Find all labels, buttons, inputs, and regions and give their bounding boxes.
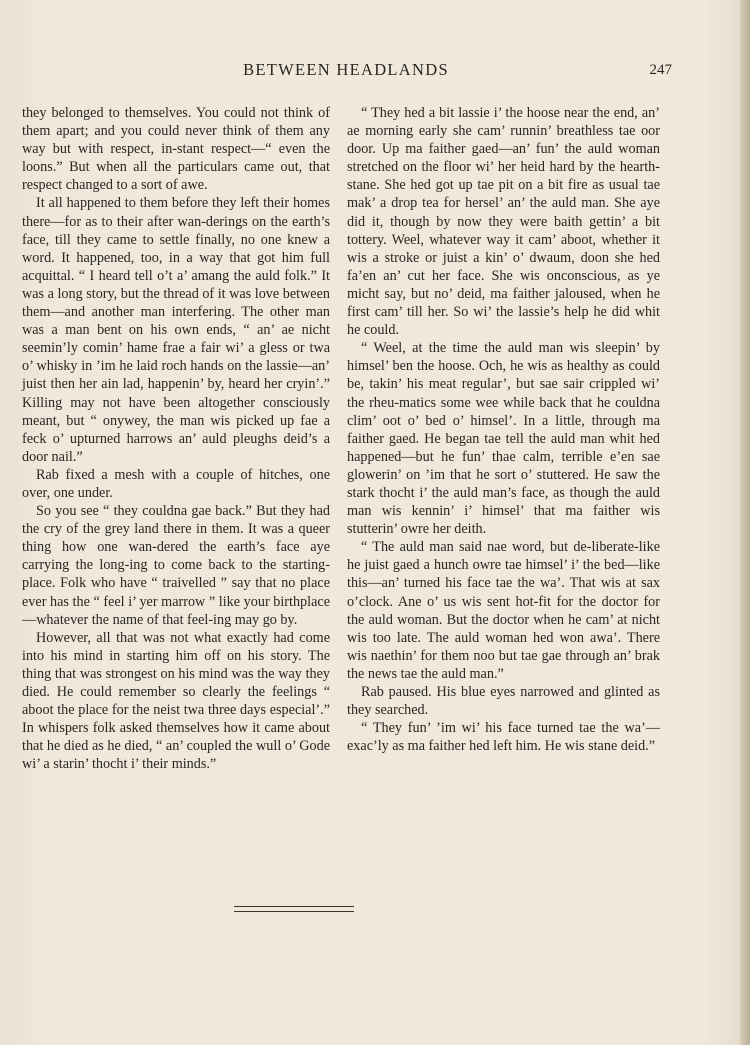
paragraph: “ Weel, at the time the auld man wis sleepin’ by himsel’ ben the hoose. Och, he wis as healthy as could be, takin’ his meat regular’, but sae sair crippled wi’ the rheu-matics some wee while back that he couldna clim’ oot o’ bed o’ himsel’. In a little, through ma faither gaed. He began tae tell the auld man whit hed happened—but he fun’ thae calm, terrible e’en sae glowerin’ on ’im that he sort o’ stuttered. He saw the stark thocht i’ the auld man’s face, as though the auld man wis kennin’ i’ himsel’ that ma faither wis stutterin’ owre her deith. — [347, 340, 660, 538]
end-rule — [234, 906, 354, 912]
paragraph: So you see “ they couldna gae back.” But they had the cry of the grey land there in them. It was a queer thing how one wan-dered the earth’s face aye carrying the long-ing to come back to the starting-place. Folk who have “ traivelled ” say that no place ever has the “ feel i’ yer marrow ” like your birthplace—whatever the name of that feel-ing may go by. — [22, 503, 330, 628]
running-head: BETWEEN HEADLANDS — [243, 60, 449, 79]
page-header — [20, 60, 672, 84]
rule-line — [234, 911, 354, 912]
paragraph: Rab fixed a mesh with a couple of hitches, one over, one under. — [22, 466, 330, 501]
rule-line — [234, 906, 354, 907]
page-number: 247 — [649, 62, 672, 78]
paragraph: they belonged to themselves. You could not think of them apart; and you could never think of them any way but with respect, in-stant respect—“ even the loons.” But when all the particulars came out, that respect changed to a sort of awe. — [22, 105, 330, 194]
paragraph: “ The auld man said nae word, but de-liberate-like he juist gaed a hunch owre tae himsel’ i’ the bed—like this—an’ turned his face tae the wa’. That wis at sax o’clock. Ane o’ us wis sent hot-fit for the doctor for the auld woman. But the doctor when he cam’ at nicht wis too late. The auld woman hed won awa’. There wis naethin’ for them noo but tae gae through an’ brak the news tae the auld man.” — [347, 539, 660, 682]
paragraph: “ They fun’ ’im wi’ his face turned tae the wa’—exac’ly as ma faither hed left him. He wis stane deid.” — [347, 720, 660, 755]
left-column — [22, 104, 330, 773]
page-edge — [740, 0, 750, 1045]
paragraph: However, all that was not what exactly had come into his mind in starting him off on his story. The thing that was strongest on his mind was the way they died. He could remember so clearly the feelings “ aboot the place for the neist twa three days especial’.” In whispers folk asked themselves how it came about that he died as he died, “ an’ coupled the wull o’ Gode wi’ a starin’ thocht i’ their minds.” — [22, 629, 330, 773]
right-column — [347, 104, 660, 755]
paragraph: “ They hed a bit lassie i’ the hoose near the end, an’ ae morning early she cam’ runnin’ breathless tae oor door. Up ma faither gaed—an’ fun’ the auld woman stretched on the floor wi’ her heid hard by the hearth-stane. She hed got up tae pit on a bit fire as usual tae mak’ a drop tea for hersel’ an’ the auld man. She aye did it, though by now they were baith gettin’ a bit tottery. Weel, whatever way it cam’ aboot, whether it wis a stroke or juist a kin’ o’ dwaum, doon she hed fa’en an’ cut her face. She wis onconscious, as ye micht say, but no’ deid, ma faither jaloused, when he first cam’ till her. So wi’ the lassie’s help he did whit he could. — [347, 105, 660, 339]
paragraph: Rab paused. His blue eyes narrowed and glinted as they searched. — [347, 684, 660, 719]
paragraph: It all happened to them before they left their homes there—for as to their after wan-derings on the earth’s face, till they came to settle finally, no one knew a word. It happened, too, in a way that got him full acquittal. “ I heard tell o’t a’ amang the auld folk.” It was a long story, but the thread of it was love between them—and another man interfering. The other man was a man bent on his own ends, “ an’ ae nicht seemin’ly comin’ hame frae a fair wi’ a gless or twa o’ whisky in ’im he laid roch hands on the lassie—an’ juist then her ain lad, happenin’ by, heard her cryin’.” Killing may not have been altogether consciously meant, but “ onywey, the man wis picked up fae a feck o’ upturned harrows an’ auld pleughs deid’s a door nail.” — [22, 195, 330, 465]
